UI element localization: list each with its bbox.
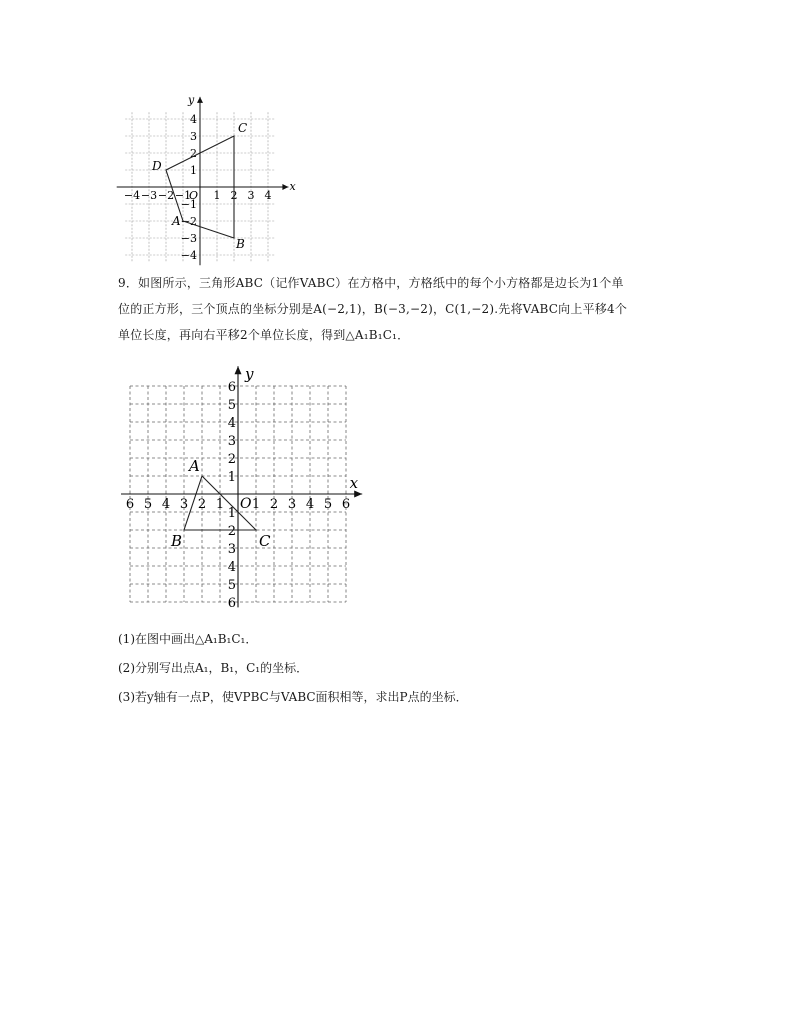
- x-tick-label: 3: [247, 189, 255, 202]
- y-tick-label: 4: [227, 560, 236, 575]
- x-tick-label: 2: [269, 497, 279, 512]
- question-1: (1)在图中画出△A₁B₁C₁．: [118, 632, 258, 646]
- x-tick-label: −3: [140, 189, 158, 202]
- vertex-label-b: B: [236, 237, 245, 251]
- y-tick-label: −3: [180, 232, 197, 245]
- problem-9-text: [118, 270, 718, 348]
- y-tick-label: 4: [190, 113, 197, 126]
- y-axis-label: y: [188, 93, 195, 107]
- y-tick-label: 6: [227, 596, 236, 611]
- y-axis-arrow: [197, 97, 203, 103]
- origin-label: O: [240, 496, 252, 512]
- y-tick-label: 1: [227, 470, 236, 485]
- figure-1-coordinate-grid: [118, 92, 296, 262]
- figure-2-coordinate-grid: [112, 362, 367, 610]
- y-tick-label: 3: [227, 542, 236, 557]
- vertex-label-a: A: [172, 214, 181, 228]
- problem-9-line-3: 单位长度，再向右平移2个单位长度，得到△A₁B₁C₁．: [118, 328, 410, 342]
- vertex-label-c: C: [238, 121, 248, 135]
- x-tick-label: 1: [215, 497, 225, 512]
- x-tick-label: −2: [157, 189, 175, 202]
- y-tick-label: 1: [190, 164, 197, 177]
- y-tick-label: 1: [227, 506, 236, 521]
- x-tick-label: 4: [264, 189, 272, 202]
- y-axis-label: y: [245, 364, 254, 383]
- origin-label: O: [189, 189, 199, 202]
- x-tick-label: 5: [143, 497, 153, 512]
- x-tick-label: 6: [341, 497, 351, 512]
- x-tick-label: 1: [213, 189, 221, 202]
- x-axis-label: x: [289, 180, 296, 193]
- figure-1-axes: [117, 94, 297, 266]
- x-tick-label: 5: [323, 497, 333, 512]
- figure-1-vertex-labels: [151, 121, 247, 251]
- vertex-label-a: A: [189, 457, 200, 475]
- x-tick-label: 4: [305, 497, 315, 512]
- question-3: (3)若y轴有一点P，使VPBC与VABC面积相等，求出P点的坐标．: [118, 690, 468, 704]
- x-tick-label: −4: [123, 189, 141, 202]
- x-tick-label: 6: [125, 497, 135, 512]
- y-axis-arrow: [235, 366, 242, 374]
- y-tick-label: −2: [180, 215, 197, 228]
- y-tick-label: 2: [227, 452, 236, 467]
- x-axis-arrow: [282, 184, 288, 190]
- y-tick-label: 2: [190, 147, 197, 160]
- vertex-label-c: C: [259, 532, 271, 550]
- y-tick-label: 3: [190, 130, 197, 143]
- x-tick-label: 2: [197, 497, 207, 512]
- y-tick-label: 5: [227, 578, 236, 593]
- vertex-label-d: D: [152, 159, 162, 173]
- y-tick-label: 3: [227, 434, 236, 449]
- y-tick-label: −4: [180, 249, 197, 262]
- y-tick-label: −1: [180, 198, 197, 211]
- question-2: (2)分别写出点A₁，B₁，C₁的坐标．: [118, 661, 309, 675]
- y-tick-label: 6: [227, 380, 236, 395]
- x-tick-label: 3: [287, 497, 297, 512]
- x-tick-label: 2: [230, 189, 238, 202]
- y-tick-label: 4: [227, 416, 236, 431]
- y-tick-label: 2: [227, 524, 236, 539]
- x-axis-label: x: [349, 474, 359, 492]
- x-tick-label: 3: [179, 497, 189, 512]
- problem-9-line-1: 9．如图所示，三角形ABC（记作VABC）在方格中，方格纸中的每个小方格都是边长为1个单: [118, 276, 624, 290]
- x-tick-label: 4: [161, 497, 171, 512]
- problem-9-line-2: 位的正方形，三个顶点的坐标分别是A(−2,1)，B(−3,−2)，C(1,−2).先将VABC向上平移4个: [118, 302, 628, 316]
- figure-2-axes: [121, 365, 362, 608]
- x-tick-label: −1: [174, 189, 192, 202]
- x-tick-label: 1: [251, 497, 261, 512]
- y-tick-label: 5: [227, 398, 236, 413]
- vertex-label-b: B: [171, 532, 183, 550]
